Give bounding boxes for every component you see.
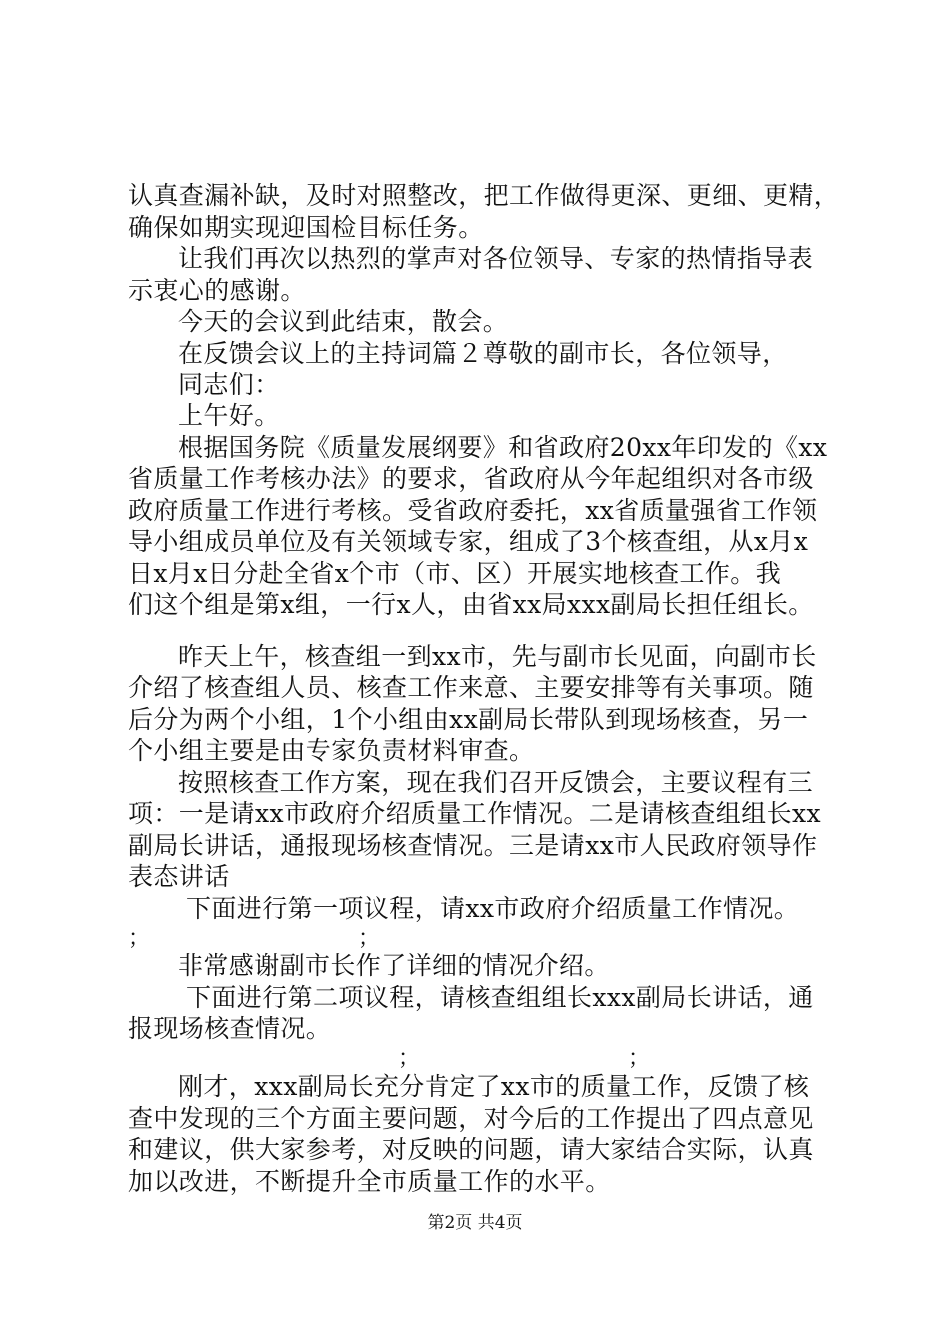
paragraph-line: 认真查漏补缺，及时对照整改，把工作做得更深、更细、更精， xyxy=(128,181,840,210)
semicolon-mark: ； xyxy=(358,926,381,951)
paragraph-line: 按照核查工作方案，现在我们召开反馈会，主要议程有三 xyxy=(178,768,814,797)
paragraph-line: 刚才，xxx副局长充分肯定了xx市的质量工作，反馈了核 xyxy=(178,1072,810,1101)
paragraph-line: 导小组成员单位及有关领域专家，组成了3个核查组，从x月x xyxy=(128,527,809,556)
paragraph-line: 昨天上午，核查组一到xx市，先与副市长见面，向副市长 xyxy=(178,642,817,671)
paragraph-line: 介绍了核查组人员、核查工作来意、主要安排等有关事项。随 xyxy=(128,673,814,702)
semicolon-mark: ； xyxy=(398,1046,421,1071)
paragraph-line: 表态讲话 xyxy=(128,862,230,891)
paragraph-line: 副局长讲话，通报现场核查情况。三是请xx市人民政府领导作 xyxy=(128,831,818,860)
paragraph-line: 确保如期实现迎国检目标任务。 xyxy=(128,213,484,242)
semicolon-mark: ； xyxy=(628,1046,651,1071)
paragraph-line: 政府质量工作进行考核。受省政府委托，xx省质量强省工作领 xyxy=(128,496,818,525)
paragraph-line: 查中发现的三个方面主要问题，对今后的工作提出了四点意见 xyxy=(128,1104,814,1133)
paragraph-line: 同志们： xyxy=(178,370,280,399)
paragraph-line: 省质量工作考核办法》的要求，省政府从今年起组织对各市级 xyxy=(128,464,814,493)
paragraph-line: 们这个组是第x组，一行x人，由省xx局xxx副局长担任组长。 xyxy=(128,590,814,619)
paragraph-line: 下面进行第一项议程，请xx市政府介绍质量工作情况。 xyxy=(186,894,800,923)
paragraph-line: 和建议，供大家参考，对反映的问题，请大家结合实际，认真 xyxy=(128,1135,814,1164)
paragraph-line: 在反馈会议上的主持词篇２尊敬的副市长，各位领导， xyxy=(178,339,788,368)
paragraph-line: 根据国务院《质量发展纲要》和省政府20xx年印发的《xx xyxy=(178,433,828,462)
semicolon-mark: ； xyxy=(128,926,151,951)
paragraph-line: 示衷心的感谢。 xyxy=(128,276,306,305)
paragraph-line: 让我们再次以热烈的掌声对各位领导、专家的热情指导表 xyxy=(178,244,814,273)
paragraph-line: 加以改进，不断提升全市质量工作的水平。 xyxy=(128,1167,611,1196)
paragraph-line: 项：一是请xx市政府介绍质量工作情况。二是请核查组组长xx xyxy=(128,799,821,828)
paragraph-line: 后分为两个小组，1个小组由xx副局长带队到现场核查，另一 xyxy=(128,705,809,734)
paragraph-line: 今天的会议到此结束，散会。 xyxy=(178,307,509,336)
paragraph-line: 下面进行第二项议程，请核查组组长xxx副局长讲话，通 xyxy=(186,983,814,1012)
paragraph-line: 报现场核查情况。 xyxy=(128,1014,332,1043)
page-footer: 第2页 共4页 xyxy=(427,1213,523,1233)
paragraph-line: 上午好。 xyxy=(178,401,280,430)
paragraph-line: 个小组主要是由专家负责材料审查。 xyxy=(128,736,535,765)
paragraph-line: 日x月x日分赴全省x个市（市、区）开展实地核查工作。我 xyxy=(128,559,782,588)
paragraph-line: 非常感谢副市长作了详细的情况介绍。 xyxy=(178,951,610,980)
